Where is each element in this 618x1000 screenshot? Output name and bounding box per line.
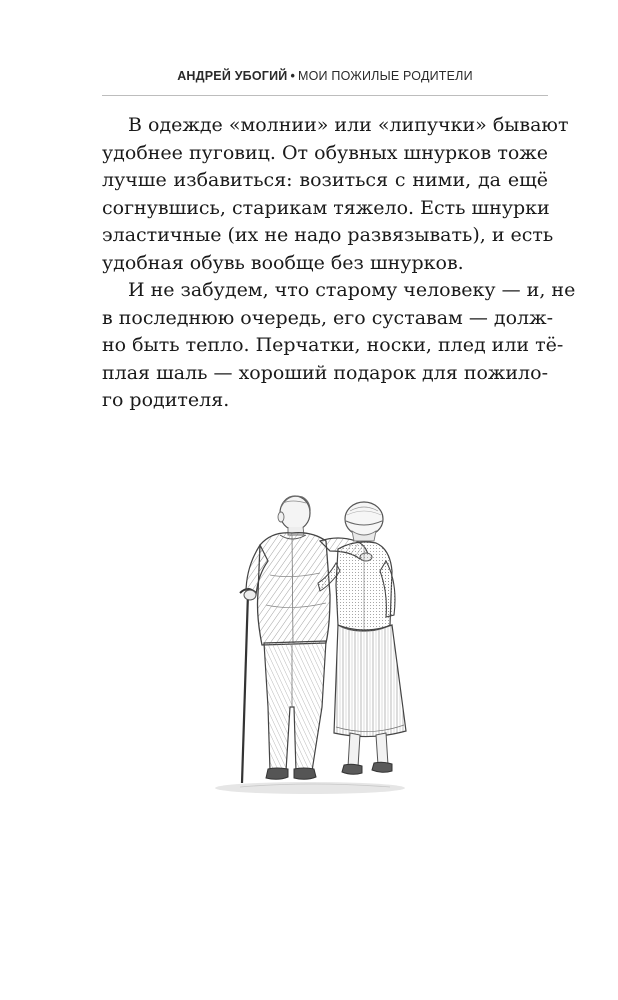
text-line: го родителя. [102, 389, 230, 411]
body-text [102, 112, 576, 415]
text-line: удобная обувь вообще без шнурков. [102, 251, 464, 274]
text-line: эластичные (их не надо развязывать), и есть [102, 224, 554, 246]
text-line: удобнее пуговиц. От обувных шнурков тоже [102, 141, 548, 164]
paragraph [102, 277, 576, 415]
text-line: но быть тепло. Перчатки, носки, плед или тё- [102, 334, 564, 356]
text-line: лучше избавиться: возиться с ними, да ещё [102, 169, 548, 191]
running-head [102, 66, 548, 94]
text-line: И не забудем, что старому человеку — и, не [128, 279, 576, 301]
text-line: в последнюю очередь, его суставам — долж- [102, 306, 554, 329]
running-head-author: АНДРЕЙ УБОГИЙ [177, 69, 288, 83]
running-head-separator: • [290, 69, 296, 83]
text-line: плая шаль — хороший подарок для пожило- [102, 361, 548, 384]
header-rule [102, 95, 548, 96]
text-line: согнувшись, старикам тяжело. Есть шнурки [102, 196, 550, 219]
elderly-couple-illustration [180, 475, 440, 805]
paragraph [102, 112, 569, 277]
running-head-book-title: МОИ ПОЖИЛЫЕ РОДИТЕЛИ [298, 69, 473, 83]
text-line: В одежде «молнии» или «липучки» бывают [128, 114, 569, 136]
elderly-couple-walking-sketch-icon [180, 475, 440, 805]
